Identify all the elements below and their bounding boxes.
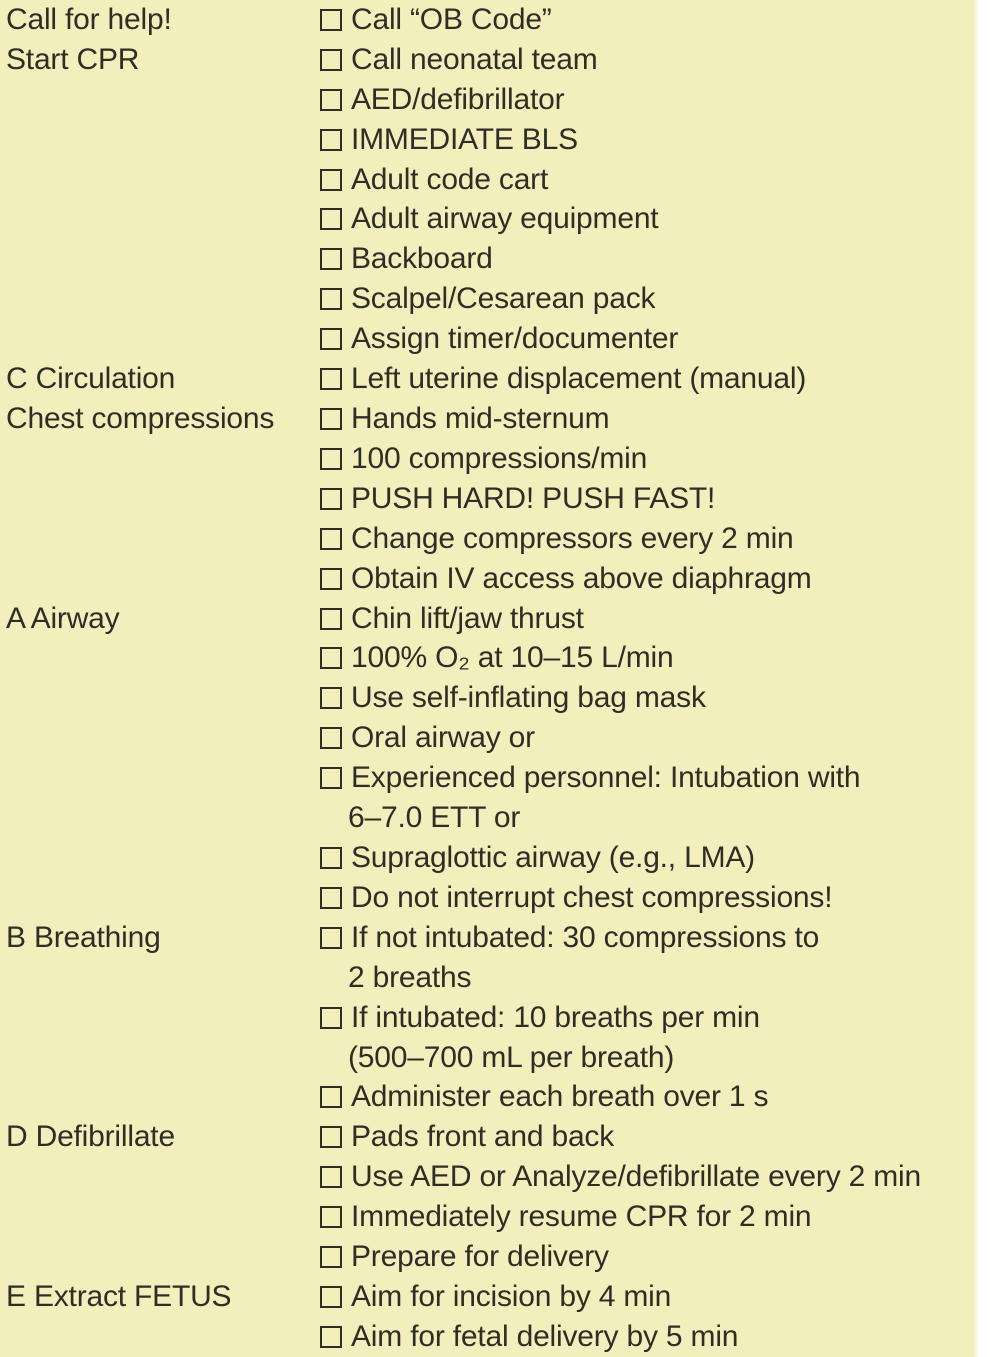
checklist-item-text: Pads front and back (351, 1120, 615, 1154)
checklist-item-text: Chin lift/jaw thrust (351, 601, 584, 635)
checklist-item-text: Oral airway or (351, 721, 535, 755)
checklist-item-text: Use self-inflating bag mask (351, 681, 706, 715)
checkbox-icon[interactable] (320, 169, 342, 191)
checklist-item-text: Administer each breath over 1 s (351, 1080, 769, 1114)
checklist-row (0, 200, 978, 240)
checklist-row (0, 439, 978, 479)
checklist-row (0, 80, 978, 120)
checklist-row (0, 559, 978, 599)
checklist-row (0, 479, 978, 519)
checklist-item-text: Immediately resume CPR for 2 min (351, 1200, 812, 1234)
checklist-item (320, 561, 978, 595)
checklist-item-text: Aim for fetal delivery by 5 min (351, 1319, 739, 1353)
section-label: C Circulation (6, 362, 176, 396)
checklist-item (320, 1122, 978, 1152)
checklist-item-text: AED/defibrillator (351, 82, 565, 116)
checklist-item-text: Scalpel/Cesarean pack (351, 282, 656, 316)
checkbox-icon[interactable] (320, 1007, 342, 1029)
checkbox-icon[interactable] (320, 208, 342, 230)
checkbox-icon[interactable] (320, 767, 342, 789)
checkbox-icon[interactable] (320, 368, 342, 390)
checklist-item-text: Hands mid-sternum (351, 402, 610, 436)
checklist-item (320, 1242, 978, 1272)
checkbox-icon[interactable] (320, 49, 342, 71)
checklist-item (320, 284, 978, 314)
checklist-item (320, 2, 978, 36)
checklist-item-text: IMMEDIATE BLS (351, 122, 578, 156)
checklist-item-text: 2 breaths (348, 960, 472, 994)
section-label-cell (0, 404, 320, 434)
checkbox-icon[interactable] (320, 448, 342, 470)
checklist-item-text: 100 compressions/min (351, 441, 648, 475)
checkbox-icon[interactable] (320, 727, 342, 749)
checklist-item-text: Obtain IV access above diaphragm (351, 561, 812, 595)
checklist-item (320, 840, 978, 874)
checkbox-icon[interactable] (320, 129, 342, 151)
checkbox-icon[interactable] (320, 1086, 342, 1108)
checklist-row (0, 120, 978, 160)
checklist-item (320, 1000, 978, 1034)
checklist-row (0, 758, 978, 798)
checkbox-icon[interactable] (320, 488, 342, 510)
checklist-row (0, 838, 978, 878)
checklist-row (0, 1317, 978, 1357)
checkbox-icon[interactable] (320, 647, 342, 669)
checklist-item (320, 521, 978, 555)
checklist-row (0, 639, 978, 679)
checklist-item-text: Adult code cart (351, 162, 549, 196)
checklist-row (0, 1197, 978, 1237)
checklist-item-text: Call “OB Code” (351, 2, 552, 36)
checklist-item (320, 960, 978, 994)
checklist-item (320, 763, 978, 793)
section-label-cell (0, 601, 320, 635)
section-label: Chest compressions (6, 402, 275, 436)
checklist-item (320, 880, 978, 914)
checklist-item-text: Aim for incision by 4 min (351, 1279, 672, 1313)
checklist-item-text: Left uterine displacement (manual) (351, 362, 807, 396)
checkbox-icon[interactable] (320, 568, 342, 590)
section-label: A Airway (6, 601, 120, 635)
checklist-row (0, 998, 978, 1038)
checklist-row (0, 1157, 978, 1197)
checklist-item-text: Use AED or Analyze/defibrillate every 2 min (351, 1160, 921, 1194)
checklist-item (320, 122, 978, 156)
section-label: E Extract FETUS (6, 1279, 232, 1313)
checklist-item (320, 162, 978, 196)
checkbox-icon[interactable] (320, 89, 342, 111)
checklist-item (320, 404, 978, 434)
checklist-item (320, 1082, 978, 1112)
checklist-row (0, 878, 978, 918)
checklist-item-text: (500–700 mL per breath) (348, 1040, 675, 1074)
section-label-cell (0, 42, 320, 76)
checklist-item (320, 803, 978, 833)
checklist-row (0, 239, 978, 279)
checklist-row (0, 399, 978, 439)
checklist-row (0, 0, 978, 40)
checklist-item-text: If intubated: 10 breaths per min (351, 1000, 760, 1034)
checklist-item-text: Backboard (351, 242, 493, 276)
section-label-cell (0, 1279, 320, 1313)
section-label: B Breathing (6, 920, 161, 954)
section-label-cell (0, 364, 320, 394)
checkbox-icon[interactable] (320, 328, 342, 350)
checklist-item-text: Call neonatal team (351, 42, 598, 76)
checklist-item (320, 324, 978, 354)
checklist-row (0, 319, 978, 359)
checklist-row (0, 918, 978, 958)
checklist-row (0, 599, 978, 639)
checklist-row (0, 1277, 978, 1317)
checkbox-icon[interactable] (320, 408, 342, 430)
checklist-row (0, 1237, 978, 1277)
checklist-row-continuation (0, 958, 978, 998)
checkbox-icon[interactable] (320, 9, 342, 31)
checkbox-icon[interactable] (320, 248, 342, 270)
checklist-item-text: PUSH HARD! PUSH FAST! (351, 481, 716, 515)
checklist-item (320, 1319, 978, 1353)
checklist-item (320, 1040, 978, 1074)
checkbox-icon[interactable] (320, 847, 342, 869)
checklist-row (0, 279, 978, 319)
checklist-item-text: 6–7.0 ETT or (348, 801, 521, 835)
checklist-item-text: Do not interrupt chest compressions! (351, 880, 833, 914)
section-label: Call for help! (6, 2, 172, 36)
checklist-item-text: 100% O₂ at 10–15 L/min (351, 641, 674, 675)
section-label-cell (0, 920, 320, 954)
checklist-item (320, 481, 978, 515)
checkbox-icon[interactable] (320, 927, 342, 949)
checkbox-icon[interactable] (320, 1286, 342, 1308)
checklist-item-text: Adult airway equipment (351, 202, 659, 236)
checklist-item (320, 1202, 978, 1232)
checkbox-icon[interactable] (320, 1326, 342, 1348)
checklist-item (320, 920, 978, 954)
checkbox-icon[interactable] (320, 687, 342, 709)
checklist-row (0, 1077, 978, 1117)
checklist-row-continuation (0, 798, 978, 838)
checklist-row (0, 359, 978, 399)
checklist-item-text: If not intubated: 30 compressions to (351, 920, 820, 954)
checkbox-icon[interactable] (320, 608, 342, 630)
checklist-item-text: Experienced personnel: Intubation with (351, 761, 861, 795)
checklist-item (320, 1279, 978, 1313)
checklist-item (320, 244, 978, 274)
checkbox-icon[interactable] (320, 1246, 342, 1268)
checklist-item (320, 1162, 978, 1192)
checklist-item-text: Assign timer/documenter (351, 322, 679, 356)
section-label: Start CPR (6, 42, 140, 76)
section-label: D Defibrillate (6, 1120, 175, 1154)
checkbox-icon[interactable] (320, 288, 342, 310)
section-label-cell (0, 1122, 320, 1152)
checklist-item (320, 364, 978, 394)
checkbox-icon[interactable] (320, 1126, 342, 1148)
checklist-item (320, 643, 978, 673)
checkbox-icon[interactable] (320, 528, 342, 550)
checklist-item-text: Change compressors every 2 min (351, 521, 794, 555)
checklist-row (0, 40, 978, 80)
checkbox-icon[interactable] (320, 1166, 342, 1188)
checklist-row (0, 160, 978, 200)
checklist-row (0, 519, 978, 559)
checklist-item (320, 42, 978, 76)
checkbox-icon[interactable] (320, 1206, 342, 1228)
checklist-item (320, 601, 978, 635)
checklist-item (320, 683, 978, 713)
checklist-row-continuation (0, 1038, 978, 1078)
checklist-row (0, 718, 978, 758)
checklist-row (0, 1117, 978, 1157)
checklist-item-text: Supraglottic airway (e.g., LMA) (351, 840, 755, 874)
checkbox-icon[interactable] (320, 887, 342, 909)
checklist-item (320, 82, 978, 116)
checklist-row (0, 678, 978, 718)
section-label-cell (0, 2, 320, 36)
checklist-item-text: Prepare for delivery (351, 1240, 609, 1274)
checklist-item (320, 723, 978, 753)
checklist-item (320, 441, 978, 475)
checklist-item (320, 204, 978, 234)
